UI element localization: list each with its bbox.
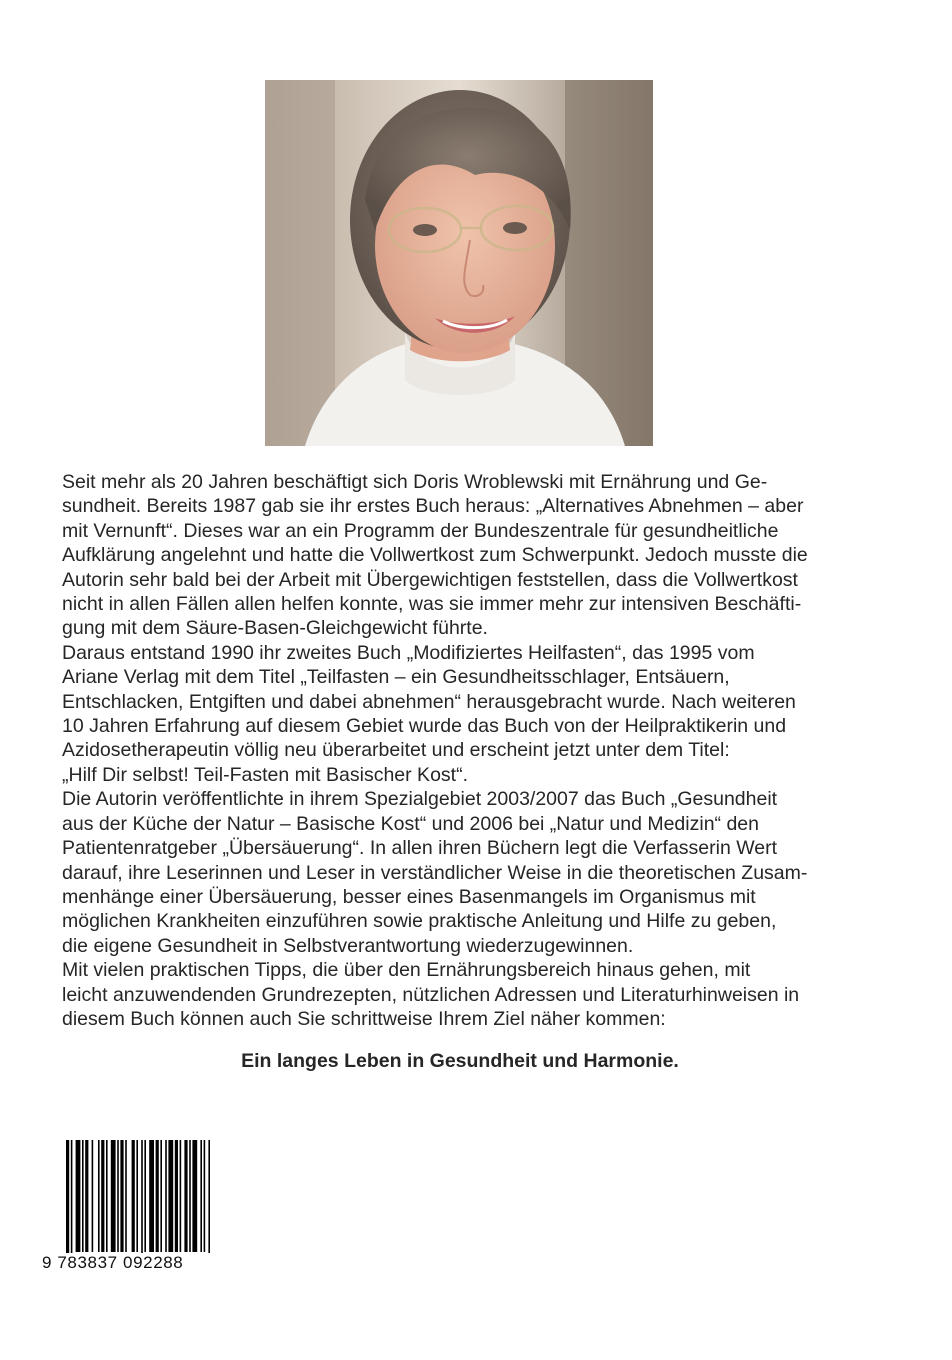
biography-line: gung mit dem Säure-Basen-Gleichgewicht führte. [62, 617, 488, 640]
biography-line: aus der Küche der Natur – Basische Kost“ und 2006 bei „Natur und Medizin“ den [62, 812, 759, 835]
biography-line: „Hilf Dir selbst! Teil-Fasten mit Basischer Kost“. [62, 763, 468, 786]
biography-line: Die Autorin veröffentlichte in ihrem Spezialgebiet 2003/2007 das Buch „Gesundheit [62, 788, 778, 811]
biography-line: Daraus entstand 1990 ihr zweites Buch „Modifiziertes Heilfasten“, das 1995 vom [62, 641, 755, 664]
barcode-bar [160, 1140, 162, 1252]
biography-line: Mit vielen praktischen Tipps, die über den Ernährungsbereich hinaus gehen, mit [62, 959, 751, 982]
barcode-bar [111, 1140, 116, 1252]
barcode-bar [144, 1140, 146, 1252]
closing-statement: Ein langes Leben in Gesundheit und Harmonie. [241, 1050, 679, 1072]
barcode-bar [117, 1140, 119, 1252]
biography-line: sundheit. Bereits 1987 gab sie ihr erstes Buch heraus: „Alternatives Abnehmen – aber [62, 495, 804, 518]
biography-line: menhänge einer Übersäuerung, besser eines Basenmangels im Organismus mit [62, 885, 756, 908]
barcode-bar [192, 1140, 197, 1252]
biography-line: Azidosetherapeutin völlig neu überarbeitet und erscheint jetzt unter dem Titel: [62, 739, 730, 762]
biography-line: diesem Buch können auch Sie schrittweise Ihrem Ziel näher kommen: [62, 1007, 666, 1030]
biography-line: Aufklärung angelehnt und hatte die Vollwertkost zum Schwerpunkt. Jedoch musste die [62, 544, 808, 567]
biography-line: 10 Jahren Erfahrung auf diesem Gebiet wurde das Buch von der Heilpraktikerin und [62, 715, 787, 738]
barcode-bar [85, 1140, 88, 1252]
barcode-bar [156, 1140, 159, 1252]
barcode-bars [42, 1140, 224, 1260]
biography-line: nicht in allen Fällen allen helfen konnte, was sie immer mehr zur intensiven Beschäfti- [62, 593, 802, 616]
barcode-bar [106, 1140, 108, 1252]
barcode-bar [175, 1140, 178, 1252]
barcode-bar [136, 1140, 138, 1252]
barcode-bar [132, 1140, 135, 1252]
biography-line: die eigene Gesundheit in Selbstverantwortung wiederzugewinnen. [62, 934, 634, 957]
barcode-bar [82, 1140, 84, 1252]
barcode-bar [141, 1140, 143, 1260]
isbn-number: 9 783837 092288 [42, 1253, 224, 1273]
barcode-bar [98, 1140, 100, 1252]
barcode-bar [101, 1140, 104, 1252]
barcode-bar [165, 1140, 167, 1252]
biography-line: möglichen Krankheiten einzuführen sowie praktische Anleitung und Hilfe zu geben, [62, 910, 777, 933]
barcode-bar [189, 1140, 191, 1252]
biography-line: Patientenratgeber „Übersäuerung“. In allen ihren Büchern legt die Verfasserin Wert [62, 837, 778, 860]
biography-line: Ariane Verlag mit dem Titel „Teilfasten – ein Gesundheitsschlager, Entsäuern, [62, 666, 730, 689]
biography-line: Seit mehr als 20 Jahren beschäftigt sich Doris Wroblewski mit Ernährung und Ge- [62, 471, 768, 493]
author-biography [62, 470, 862, 1031]
biography-line: Entschlacken, Entgiften und dabei abnehmen“ herausgebracht wurde. Nach weiteren [62, 690, 796, 713]
barcode-bar [180, 1140, 182, 1252]
barcode-bar [168, 1140, 173, 1252]
barcode-bar [208, 1140, 210, 1260]
barcode-bar [125, 1140, 127, 1252]
barcode-bar [92, 1140, 94, 1252]
biography-line: leicht anzuwendenden Grundrezepten, nützlichen Adressen und Literaturhinweisen in [62, 983, 800, 1006]
barcode-bar [149, 1140, 154, 1252]
biography-line: mit Vernunft“. Dieses war an ein Programm der Bundeszentrale für gesundheitliche [62, 519, 779, 542]
author-portrait-image [265, 80, 653, 446]
barcode-bar [71, 1140, 73, 1260]
barcode-bar [184, 1140, 187, 1252]
biography-line: Autorin sehr bald bei der Arbeit mit Übergewichtigen feststellen, dass die Vollwertkost [62, 568, 798, 591]
author-photo [265, 80, 653, 446]
barcode-bar [66, 1140, 69, 1260]
barcode-bar [204, 1140, 206, 1252]
barcode-bar [120, 1140, 123, 1252]
barcode-bar [76, 1140, 81, 1252]
biography-line: darauf, ihre Leserinnen und Leser in verständlicher Weise in die theoretischen Zusam- [62, 861, 808, 884]
barcode-bar [200, 1140, 202, 1252]
